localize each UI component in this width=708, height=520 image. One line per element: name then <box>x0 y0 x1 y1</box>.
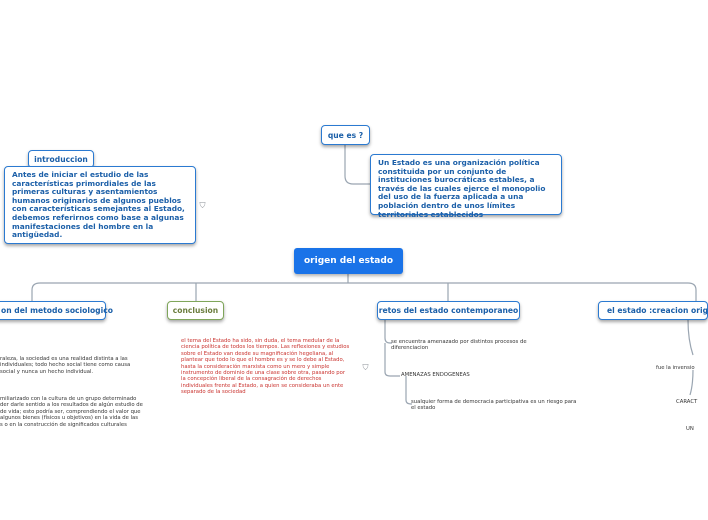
node-introduccion-text[interactable]: Antes de iniciar el estudio de las características primordiales de las primeras culturas y asentamientos humanos originarios de algunos pueblos con características semejantes al Estado, debemos referirnos como base a algunas manifestaciones del hombre en la antigüedad. <box>4 166 196 244</box>
branch-note: fue la invensio <box>656 365 695 371</box>
node-creacion-origen[interactable]: el estado :creacion orig <box>598 301 708 320</box>
branch-note: raleza, la sociedad es una realidad distinta a las individuales; todo hecho social tiene como causa social y nunca un hecho individual. <box>0 356 131 375</box>
branch-note: UN <box>686 426 694 432</box>
note-icon[interactable]: ⛉ <box>362 363 369 372</box>
branch-note: se encuentra amenazado por distintos procesos de diferenciacion <box>391 339 527 352</box>
node-que-es-text[interactable]: Un Estado es una organización política constituida por un conjunto de instituciones burocráticas estables, a través de las cuales ejerce el monopolio del uso de la fuerza aplicada a una población dentro de unos límites territoriales establecidos <box>370 154 562 215</box>
central-node[interactable]: origen del estado <box>294 248 403 274</box>
node-retos[interactable]: retos del estado contemporaneo <box>377 301 520 320</box>
node-conclusion[interactable]: conclusion <box>167 301 224 320</box>
node-introduccion[interactable]: introduccion <box>28 150 94 168</box>
conclusion-text: el tema del Estado ha sido, sin duda, el tema medular de la ciencia política de todos los tiempos. Las reflexiones y estudios sobre el Estado van desde su magnificación hegeliana, al plantear que todo lo que el hombre es y se lo debe al Estado, hasta la consideración marxista como un mero y simple instrumento de dominio de una clase sobre otra, pasando por la concepción liberal de la consagración de derechos individuales frente al Estado, a quien se consideraba un ente separado de la sociedad <box>181 338 350 396</box>
node-metodo-sociologico[interactable]: on del metodo sociologico <box>0 301 106 320</box>
branch-note: CARACT <box>676 399 698 405</box>
branch-note: AMENAZAS ENDOGENEAS <box>401 372 470 378</box>
branch-note: miliarizado con la cultura de un grupo determinado der darle sentido a los resultados de algún estudio de de vida; esto podría ser, comprendiendo el valor que algunos bienes (físicos u objetivos) en la vida de las s o en la construcción de significados culturales <box>0 396 143 428</box>
node-que-es[interactable]: que es ? <box>321 125 370 145</box>
branch-note: sualquier forma de democracia participativa es un riesgo para el estado <box>411 399 577 412</box>
note-icon[interactable]: ⛉ <box>199 201 206 210</box>
